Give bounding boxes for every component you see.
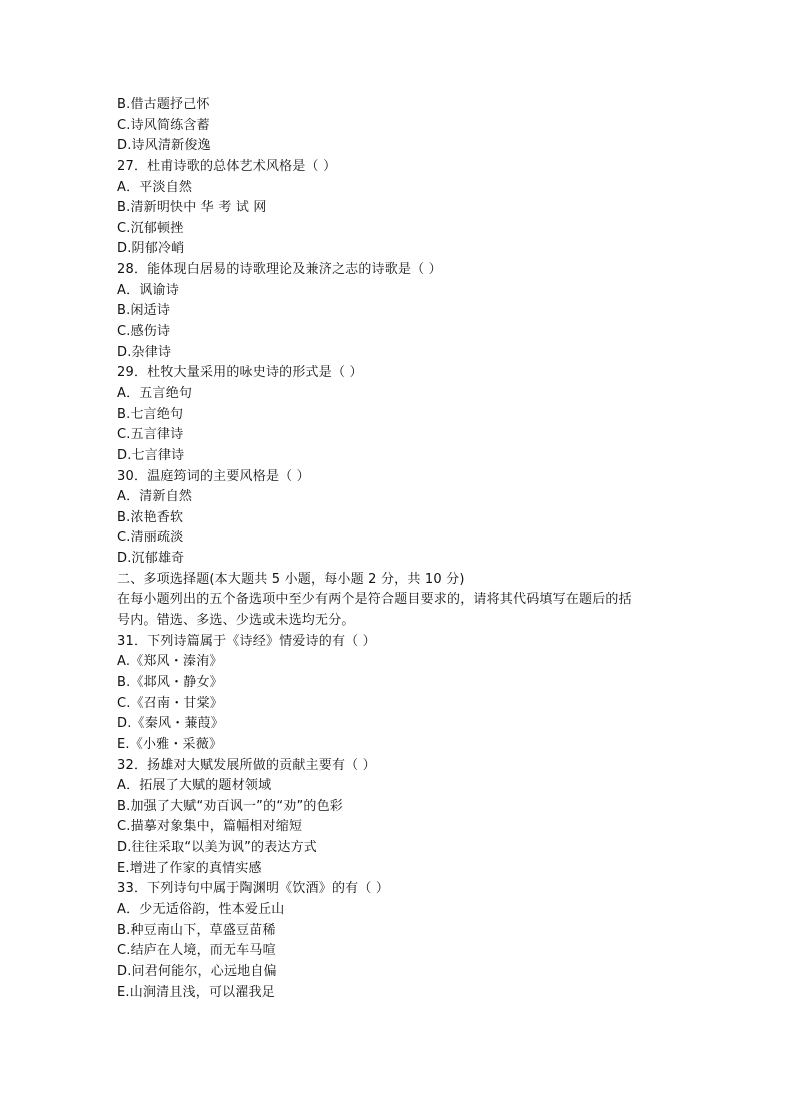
option-line: B.清新明快中 华 考 试 网	[117, 200, 267, 216]
option-line: D.七言律诗	[117, 447, 185, 463]
question-line: 33．下列诗句中属于陶渊明《饮酒》的有（ ）	[117, 881, 390, 897]
section-heading: 二、多项选择题(本大题共 5 小题，每小题 2 分，共 10 分)	[117, 571, 465, 587]
option-line: B.闲适诗	[117, 303, 171, 319]
option-line: C.清丽疏淡	[117, 530, 184, 546]
option-line: C.描摹对象集中，篇幅相对缩短	[117, 819, 303, 835]
option-line: D.阴郁冷峭	[117, 241, 185, 257]
question-line: 32．扬雄对大赋发展所做的贡献主要有（ ）	[117, 757, 376, 773]
option-line: B.浓艳香软	[117, 509, 184, 525]
option-line: A．平淡自然	[117, 179, 193, 195]
instructions-line: 在每小题列出的五个备选项中至少有两个是符合题目要求的，请将其代码填写在题后的括	[117, 592, 632, 608]
option-line: D.沉郁雄奇	[117, 551, 185, 567]
text-line: B.借古题抒己怀	[117, 97, 210, 112]
option-line: A．五言绝句	[117, 385, 193, 401]
option-line: D.杂律诗	[117, 344, 172, 360]
question-line: 30．温庭筠词的主要风格是（ ）	[117, 468, 310, 484]
document-page	[117, 95, 677, 1003]
option-line: C.结庐在人境，而无车马喧	[117, 943, 276, 959]
option-line: C.感伤诗	[117, 324, 171, 340]
option-line: A．少无适俗韵，性本爱丘山	[117, 901, 285, 917]
question-line: 28．能体现白居易的诗歌理论及兼济之志的诗歌是（ ）	[117, 262, 442, 278]
option-line: A．拓展了大赋的题材领域	[117, 778, 272, 794]
question-line: 29．杜牧大量采用的咏史诗的形式是（ ）	[117, 365, 363, 381]
question-line: 31．下列诗篇属于《诗经》情爱诗的有（ ）	[117, 633, 376, 649]
text-line: C.诗风简练含蓄	[117, 117, 210, 133]
option-line: C.《召南・甘棠》	[117, 695, 224, 711]
option-line: C.沉郁顿挫	[117, 220, 184, 236]
option-line: B.七言绝句	[117, 406, 184, 422]
instructions-line: 号内。错选、多选、少选或未选均无分。	[117, 613, 355, 629]
question-line: 27．杜甫诗歌的总体艺术风格是（ ）	[117, 158, 337, 174]
option-line: E.增进了作家的真情实感	[117, 860, 262, 876]
option-line: D.往往采取“以美为讽”的表达方式	[117, 840, 318, 856]
option-line: B.种豆南山下，草盛豆苗稀	[117, 922, 276, 938]
option-line: B.加强了大赋“劝百讽一”的“劝”的色彩	[117, 798, 343, 814]
option-line: D.问君何能尔，心远地自偏	[117, 963, 277, 979]
option-line: D.《秦风・蒹葭》	[117, 716, 224, 732]
option-line: C.五言律诗	[117, 427, 184, 443]
option-line: A．清新自然	[117, 489, 193, 505]
option-line: E.山涧清且浅，可以濯我足	[117, 984, 275, 1000]
text-line: D.诗风清新俊逸	[117, 138, 211, 154]
option-line: A.《郑风・溱洧》	[117, 654, 223, 670]
option-line: E.《小雅・采薇》	[117, 736, 223, 752]
option-line: A．讽谕诗	[117, 282, 179, 298]
option-line: B.《邶风・静女》	[117, 674, 223, 690]
